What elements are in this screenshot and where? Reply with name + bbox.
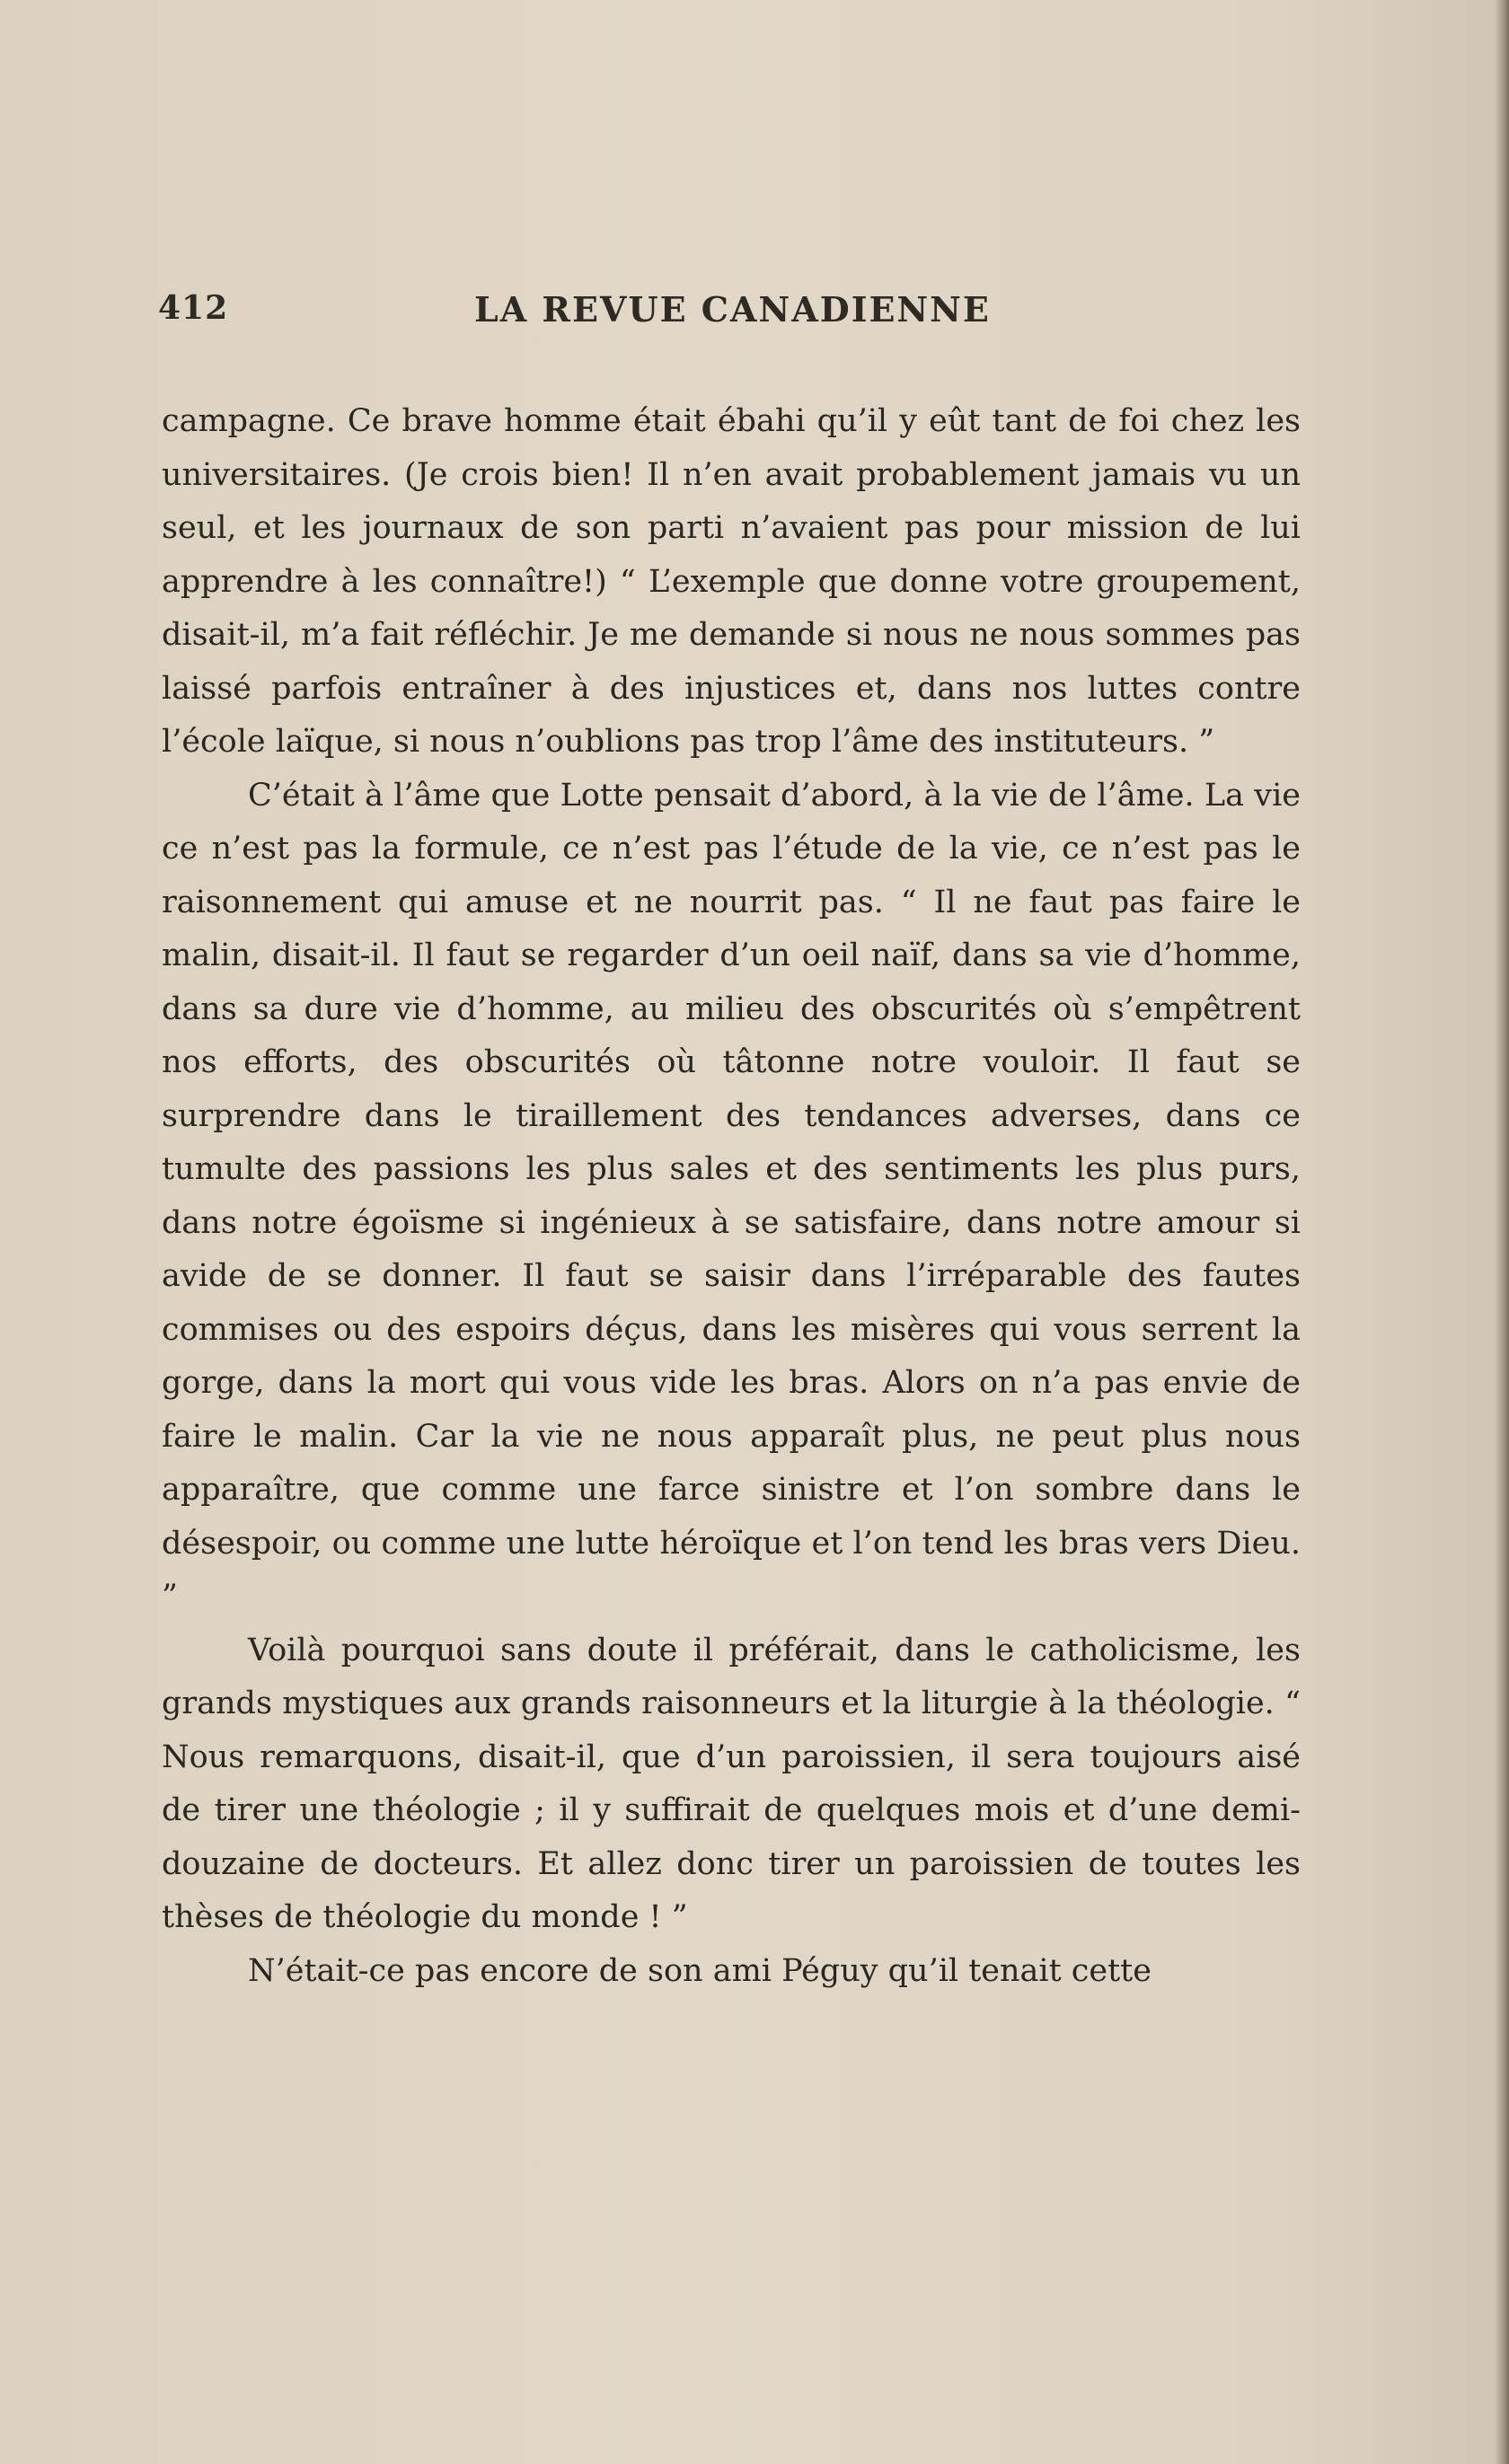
- body-text: [162, 395, 1301, 1998]
- paragraph-3: Voilà pourquoi sans doute il préférait, dans le catholicisme, les grands mystiques aux grands raisonneurs et la liturgie à la théologie. “ Nous remarquons, disait-il, que d’un paroissien, il sera toujours aisé de tirer une théologie ; il y suffirait de quelques mois et d’une demi-douzaine de docteurs. Et allez donc tirer un paroissien de toutes les thèses de théologie du monde ! ”: [162, 1632, 1301, 1935]
- running-head: [158, 289, 1308, 339]
- paragraph-1: campagne. Ce brave homme était ébahi qu’il y eût tant de foi chez les universitaires. (Je crois bien! Il n’en avait probablement jamais vu un seul, et les journaux de son parti n’avaient pas pour mission de lui apprendre à les connaître!) “ L’exemple que donne votre groupement, disait-il, m’a fait réfléchir. Je me demande si nous ne nous sommes pas laissé parfois entraîner à des injustices et, dans nos luttes contre l’école laïque, si nous n’oublions pas trop l’âme des instituteurs. ”: [162, 403, 1301, 760]
- journal-title: LA REVUE CANADIENNE: [474, 289, 991, 330]
- page-number: 412: [158, 289, 229, 327]
- paragraph-4: N’était-ce pas encore de son ami Péguy qu’il tenait cette: [248, 1952, 1152, 1989]
- paragraph-2: C’était à l’âme que Lotte pensait d’abord, à la vie de l’âme. La vie ce n’est pas la formule, ce n’est pas l’étude de la vie, ce n’est pas le raisonnement qui amuse et ne nourrit pas. “ Il ne faut pas faire le malin, disait-il. Il faut se regarder d’un oeil naïf, dans sa vie d’homme, dans sa dure vie d’homme, au milieu des obscurités où s’empêtrent nos efforts, des obscurités où tâtonne notre vouloir. Il faut se surprendre dans le tiraillement des tendances adverses, dans ce tumulte des passions les plus sales et des sentiments les plus purs, dans notre égoïsme si ingénieux à se satisfaire, dans notre amour si avide de se donner. Il faut se saisir dans l’irréparable des fautes commises ou des espoirs déçus, dans les misères qui vous serrent la gorge, dans la mort qui vous vide les bras. Alors on n’a pas envie de faire le malin. Car la vie ne nous apparaît plus, ne peut plus nous apparaître, que comme une farce sinistre et l’on sombre dans le désespoir, ou comme une lutte héroïque et l’on tend les bras vers Dieu. ”: [162, 777, 1301, 1615]
- page-edge-shadow: [1495, 0, 1509, 2464]
